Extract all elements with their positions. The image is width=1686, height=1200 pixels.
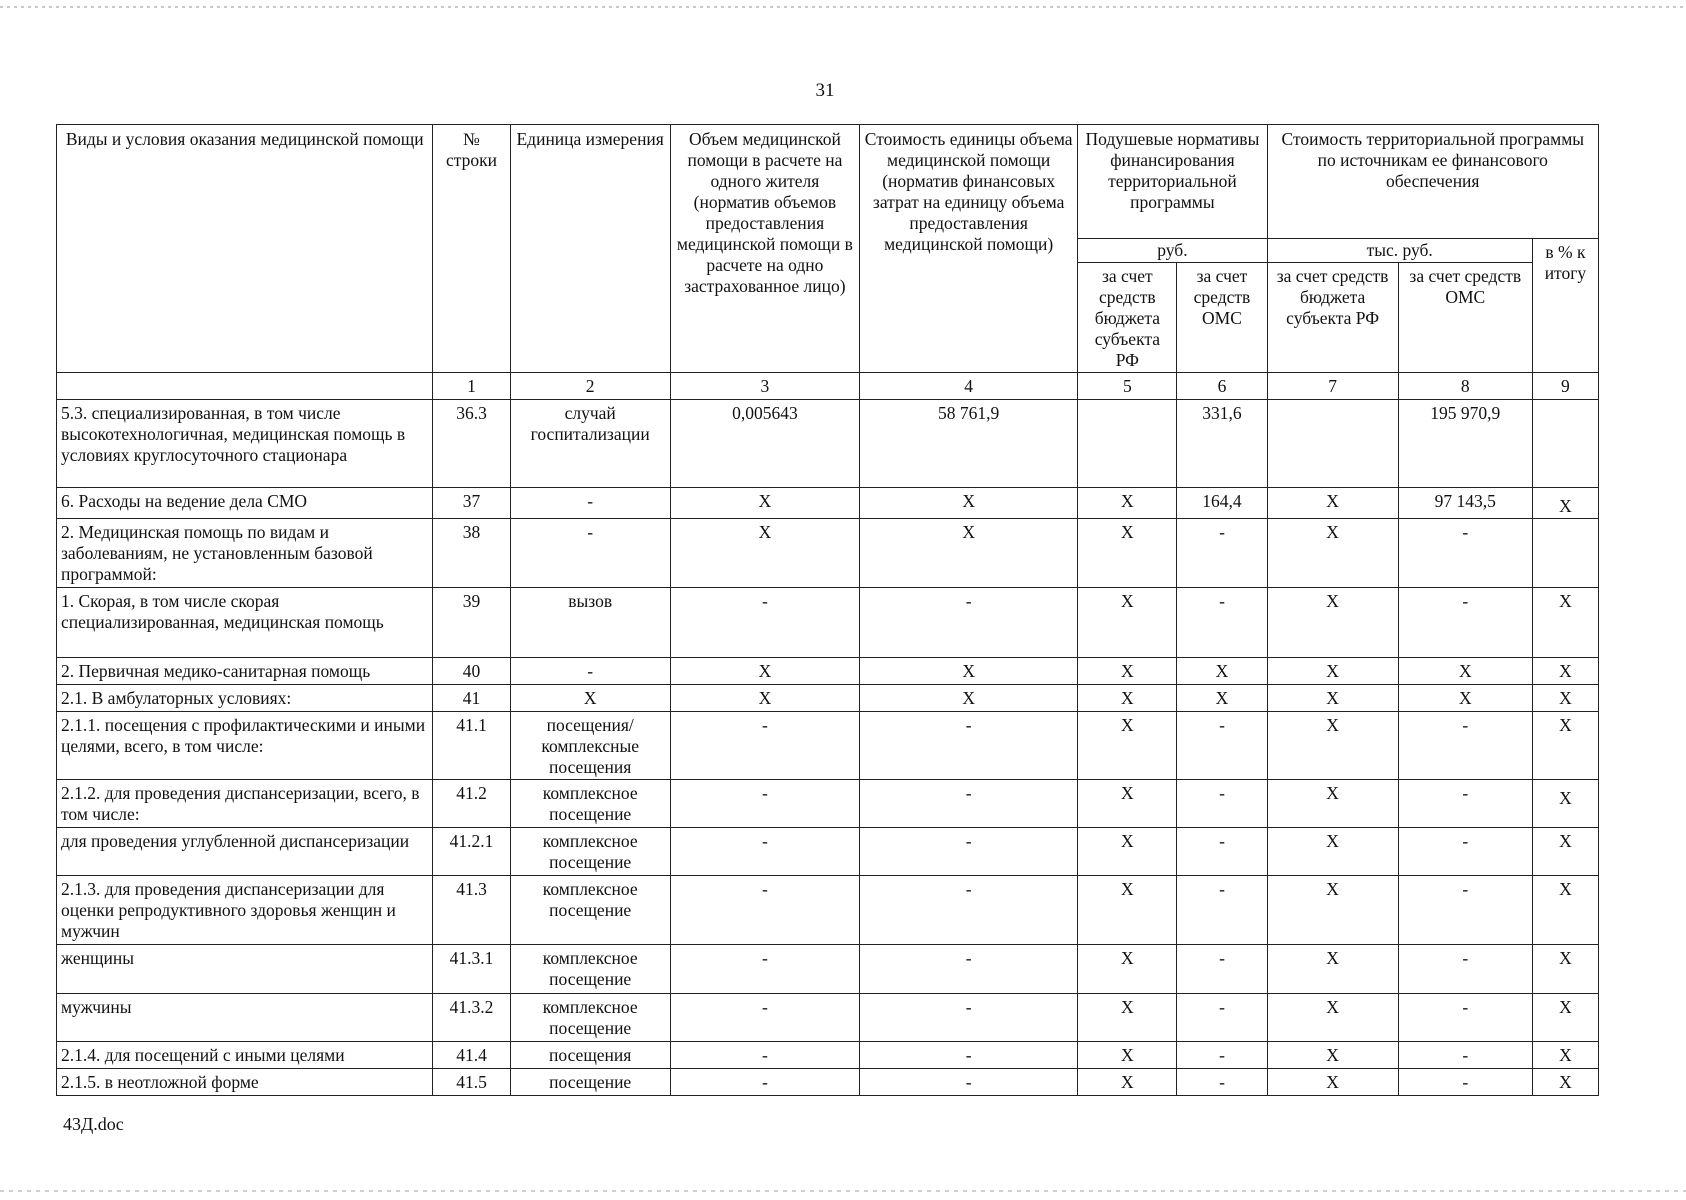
- table-header: [57, 125, 1599, 400]
- row-unit: посещения/ комплексные посещения: [510, 712, 670, 780]
- row-oms-thous: X: [1398, 658, 1532, 685]
- row-unit: -: [510, 488, 670, 519]
- page-number: 31: [815, 80, 835, 101]
- row-budget-rf: X: [1078, 994, 1177, 1042]
- row-percent: X: [1532, 828, 1598, 876]
- row-number: 41.4: [433, 1042, 510, 1069]
- header-unit: Единица измерения: [510, 125, 670, 373]
- scan-edge-bottom: [0, 1190, 1686, 1192]
- row-oms-thous: -: [1398, 945, 1532, 994]
- row-volume: -: [670, 780, 859, 828]
- row-name: 2.1.4. для посещений с иными целями: [57, 1042, 433, 1069]
- row-oms: X: [1177, 658, 1267, 685]
- row-oms: -: [1177, 780, 1267, 828]
- row-budget-rf-thous: X: [1267, 658, 1398, 685]
- row-oms: 331,6: [1177, 400, 1267, 488]
- row-volume: X: [670, 658, 859, 685]
- row-unit-cost: -: [860, 712, 1078, 780]
- row-number: 37: [433, 488, 510, 519]
- row-oms-thous: -: [1398, 780, 1532, 828]
- row-volume: -: [670, 588, 859, 658]
- row-name: 2.1. В амбулаторных условиях:: [57, 685, 433, 712]
- table-row: [57, 876, 1599, 945]
- header-budget-rf: за счет средств бюджета субъекта РФ: [1078, 263, 1177, 373]
- row-oms: -: [1177, 519, 1267, 588]
- row-unit-cost: -: [860, 1069, 1078, 1096]
- row-budget-rf: X: [1078, 519, 1177, 588]
- row-name: 5.3. специализированная, в том числе высокотехнологичная, медицинская помощь в условиях круглосуточного стационара: [57, 400, 433, 488]
- row-unit: X: [510, 685, 670, 712]
- column-number: 7: [1267, 373, 1398, 400]
- column-number: 4: [860, 373, 1078, 400]
- row-percent: X: [1532, 658, 1598, 685]
- column-number: 3: [670, 373, 859, 400]
- row-unit: комплексное посещение: [510, 994, 670, 1042]
- row-budget-rf-thous: X: [1267, 876, 1398, 945]
- row-name: 6. Расходы на ведение дела СМО: [57, 488, 433, 519]
- row-percent: [1532, 519, 1598, 588]
- row-number: 41.3.2: [433, 994, 510, 1042]
- row-budget-rf: X: [1078, 1069, 1177, 1096]
- row-budget-rf-thous: [1267, 400, 1398, 488]
- row-percent: X: [1532, 945, 1598, 994]
- row-budget-rf: X: [1078, 588, 1177, 658]
- row-number: 41.5: [433, 1069, 510, 1096]
- header-budget-rf-thous: за счет средств бюджета субъекта РФ: [1267, 263, 1398, 373]
- row-volume: 0,005643: [670, 400, 859, 488]
- row-unit: посещения: [510, 1042, 670, 1069]
- row-budget-rf-thous: X: [1267, 519, 1398, 588]
- row-percent: X: [1532, 685, 1598, 712]
- row-percent: X: [1532, 876, 1598, 945]
- row-oms: 164,4: [1177, 488, 1267, 519]
- row-oms: -: [1177, 994, 1267, 1042]
- row-unit-cost: -: [860, 588, 1078, 658]
- row-volume: X: [670, 685, 859, 712]
- row-unit: комплексное посещение: [510, 876, 670, 945]
- header-thous-rub: тыс. руб.: [1267, 239, 1532, 263]
- row-budget-rf-thous: X: [1267, 712, 1398, 780]
- row-oms-thous: -: [1398, 519, 1532, 588]
- row-oms-thous: -: [1398, 876, 1532, 945]
- row-number: 41.2: [433, 780, 510, 828]
- row-unit: -: [510, 519, 670, 588]
- row-number: 41.3.1: [433, 945, 510, 994]
- table-row: [57, 488, 1599, 519]
- row-budget-rf: X: [1078, 945, 1177, 994]
- row-oms: -: [1177, 876, 1267, 945]
- row-oms-thous: -: [1398, 994, 1532, 1042]
- row-unit: -: [510, 658, 670, 685]
- row-oms: -: [1177, 1042, 1267, 1069]
- row-unit-cost: X: [860, 519, 1078, 588]
- row-percent: X: [1532, 588, 1598, 658]
- scan-edge-top: [0, 6, 1686, 8]
- row-oms: -: [1177, 712, 1267, 780]
- row-unit-cost: X: [860, 658, 1078, 685]
- table-row: [57, 519, 1599, 588]
- row-budget-rf-thous: X: [1267, 780, 1398, 828]
- table-row: [57, 945, 1599, 994]
- row-percent: X: [1532, 1042, 1598, 1069]
- row-unit: комплексное посещение: [510, 780, 670, 828]
- row-oms: -: [1177, 945, 1267, 994]
- row-number: 41: [433, 685, 510, 712]
- row-oms-thous: -: [1398, 712, 1532, 780]
- row-budget-rf: X: [1078, 658, 1177, 685]
- row-number: 39: [433, 588, 510, 658]
- row-volume: -: [670, 994, 859, 1042]
- row-oms-thous: -: [1398, 828, 1532, 876]
- row-percent: X: [1532, 712, 1598, 780]
- row-unit-cost: X: [860, 488, 1078, 519]
- row-unit-cost: 58 761,9: [860, 400, 1078, 488]
- table-row: [57, 828, 1599, 876]
- row-unit: случай госпитализации: [510, 400, 670, 488]
- row-unit: комплексное посещение: [510, 945, 670, 994]
- header-oms: за счет средств ОМС: [1177, 263, 1267, 373]
- row-oms-thous: 195 970,9: [1398, 400, 1532, 488]
- table-row: [57, 780, 1599, 828]
- row-percent: [1532, 400, 1598, 488]
- column-number: 9: [1532, 373, 1598, 400]
- row-volume: -: [670, 828, 859, 876]
- table-row: [57, 712, 1599, 780]
- table-row: [57, 685, 1599, 712]
- column-number-row: [57, 373, 1599, 400]
- row-name: 2.1.5. в неотложной форме: [57, 1069, 433, 1096]
- row-percent: X: [1532, 994, 1598, 1042]
- row-name: женщины: [57, 945, 433, 994]
- row-oms: -: [1177, 1069, 1267, 1096]
- row-unit: комплексное посещение: [510, 828, 670, 876]
- row-unit-cost: -: [860, 994, 1078, 1042]
- row-unit: посещение: [510, 1069, 670, 1096]
- table-body: [57, 400, 1599, 1096]
- row-budget-rf-thous: X: [1267, 1069, 1398, 1096]
- column-number: [57, 373, 433, 400]
- row-oms: X: [1177, 685, 1267, 712]
- table-row: [57, 588, 1599, 658]
- row-budget-rf: X: [1078, 1042, 1177, 1069]
- row-number: 41.1: [433, 712, 510, 780]
- row-volume: -: [670, 1042, 859, 1069]
- header-program-cost: Стоимость территориальной программы по источникам ее финансового обеспечения: [1267, 125, 1598, 239]
- row-oms-thous: -: [1398, 588, 1532, 658]
- row-unit-cost: -: [860, 876, 1078, 945]
- row-volume: -: [670, 1069, 859, 1096]
- row-volume: X: [670, 519, 859, 588]
- row-oms-thous: -: [1398, 1069, 1532, 1096]
- header-volume: Объем медицинской помощи в расчете на одного жителя (норматив объемов предоставления медицинской помощи в расчете на одно застрахованное лицо): [670, 125, 859, 373]
- header-unit-cost: Стоимость единицы объема медицинской помощи (норматив финансовых затрат на единицу объема предоставления медицинской помощи): [860, 125, 1078, 373]
- row-budget-rf: X: [1078, 685, 1177, 712]
- row-name: мужчины: [57, 994, 433, 1042]
- header-percent: в % к итогу: [1532, 239, 1598, 373]
- table-row: [57, 400, 1599, 488]
- table-row: [57, 994, 1599, 1042]
- table-row: [57, 658, 1599, 685]
- row-oms: -: [1177, 828, 1267, 876]
- row-unit-cost: -: [860, 1042, 1078, 1069]
- row-number: 41.3: [433, 876, 510, 945]
- column-number: 5: [1078, 373, 1177, 400]
- row-number: 40: [433, 658, 510, 685]
- header-kind: Виды и условия оказания медицинской помощи: [57, 125, 433, 373]
- row-name: для проведения углубленной диспансеризации: [57, 828, 433, 876]
- row-name: 2. Медицинская помощь по видам и заболеваниям, не установленным базовой программой:: [57, 519, 433, 588]
- row-budget-rf-thous: X: [1267, 945, 1398, 994]
- row-volume: -: [670, 945, 859, 994]
- row-unit-cost: X: [860, 685, 1078, 712]
- row-name: 2.1.2. для проведения диспансеризации, всего, в том числе:: [57, 780, 433, 828]
- row-budget-rf: X: [1078, 712, 1177, 780]
- row-budget-rf: X: [1078, 780, 1177, 828]
- row-unit-cost: -: [860, 828, 1078, 876]
- table-row: [57, 1069, 1599, 1096]
- row-number: 36.3: [433, 400, 510, 488]
- row-percent: X: [1532, 1069, 1598, 1096]
- row-volume: X: [670, 488, 859, 519]
- row-budget-rf-thous: X: [1267, 1042, 1398, 1069]
- table-row: [57, 1042, 1599, 1069]
- row-budget-rf-thous: X: [1267, 488, 1398, 519]
- row-name: 2.1.1. посещения с профилактическими и иными целями, всего, в том числе:: [57, 712, 433, 780]
- header-row-number: № строки: [433, 125, 510, 373]
- header-oms-thous: за счет средств ОМС: [1398, 263, 1532, 373]
- footer-filename: 43Д.doc: [63, 1114, 124, 1134]
- header-rub: руб.: [1078, 239, 1267, 263]
- row-oms: -: [1177, 588, 1267, 658]
- column-number: 1: [433, 373, 510, 400]
- row-budget-rf: X: [1078, 828, 1177, 876]
- row-volume: -: [670, 712, 859, 780]
- row-oms-thous: -: [1398, 1042, 1532, 1069]
- row-unit-cost: -: [860, 780, 1078, 828]
- row-unit-cost: -: [860, 945, 1078, 994]
- column-number: 8: [1398, 373, 1532, 400]
- row-budget-rf-thous: X: [1267, 994, 1398, 1042]
- row-name: 1. Скорая, в том числе скорая специализированная, медицинская помощь: [57, 588, 433, 658]
- row-budget-rf-thous: X: [1267, 828, 1398, 876]
- row-budget-rf: [1078, 400, 1177, 488]
- row-volume: -: [670, 876, 859, 945]
- row-number: 41.2.1: [433, 828, 510, 876]
- header-per-capita: Подушевые нормативы финансирования территориальной программы: [1078, 125, 1267, 239]
- financing-table: [56, 124, 1599, 1096]
- row-oms-thous: X: [1398, 685, 1532, 712]
- row-budget-rf: X: [1078, 488, 1177, 519]
- row-name: 2. Первичная медико-санитарная помощь: [57, 658, 433, 685]
- row-percent: X: [1532, 488, 1598, 519]
- row-name: 2.1.3. для проведения диспансеризации для оценки репродуктивного здоровья женщин и мужчин: [57, 876, 433, 945]
- row-oms-thous: 97 143,5: [1398, 488, 1532, 519]
- row-budget-rf: X: [1078, 876, 1177, 945]
- row-budget-rf-thous: X: [1267, 685, 1398, 712]
- row-number: 38: [433, 519, 510, 588]
- column-number: 6: [1177, 373, 1267, 400]
- row-percent: X: [1532, 780, 1598, 828]
- column-number: 2: [510, 373, 670, 400]
- row-unit: вызов: [510, 588, 670, 658]
- row-budget-rf-thous: X: [1267, 588, 1398, 658]
